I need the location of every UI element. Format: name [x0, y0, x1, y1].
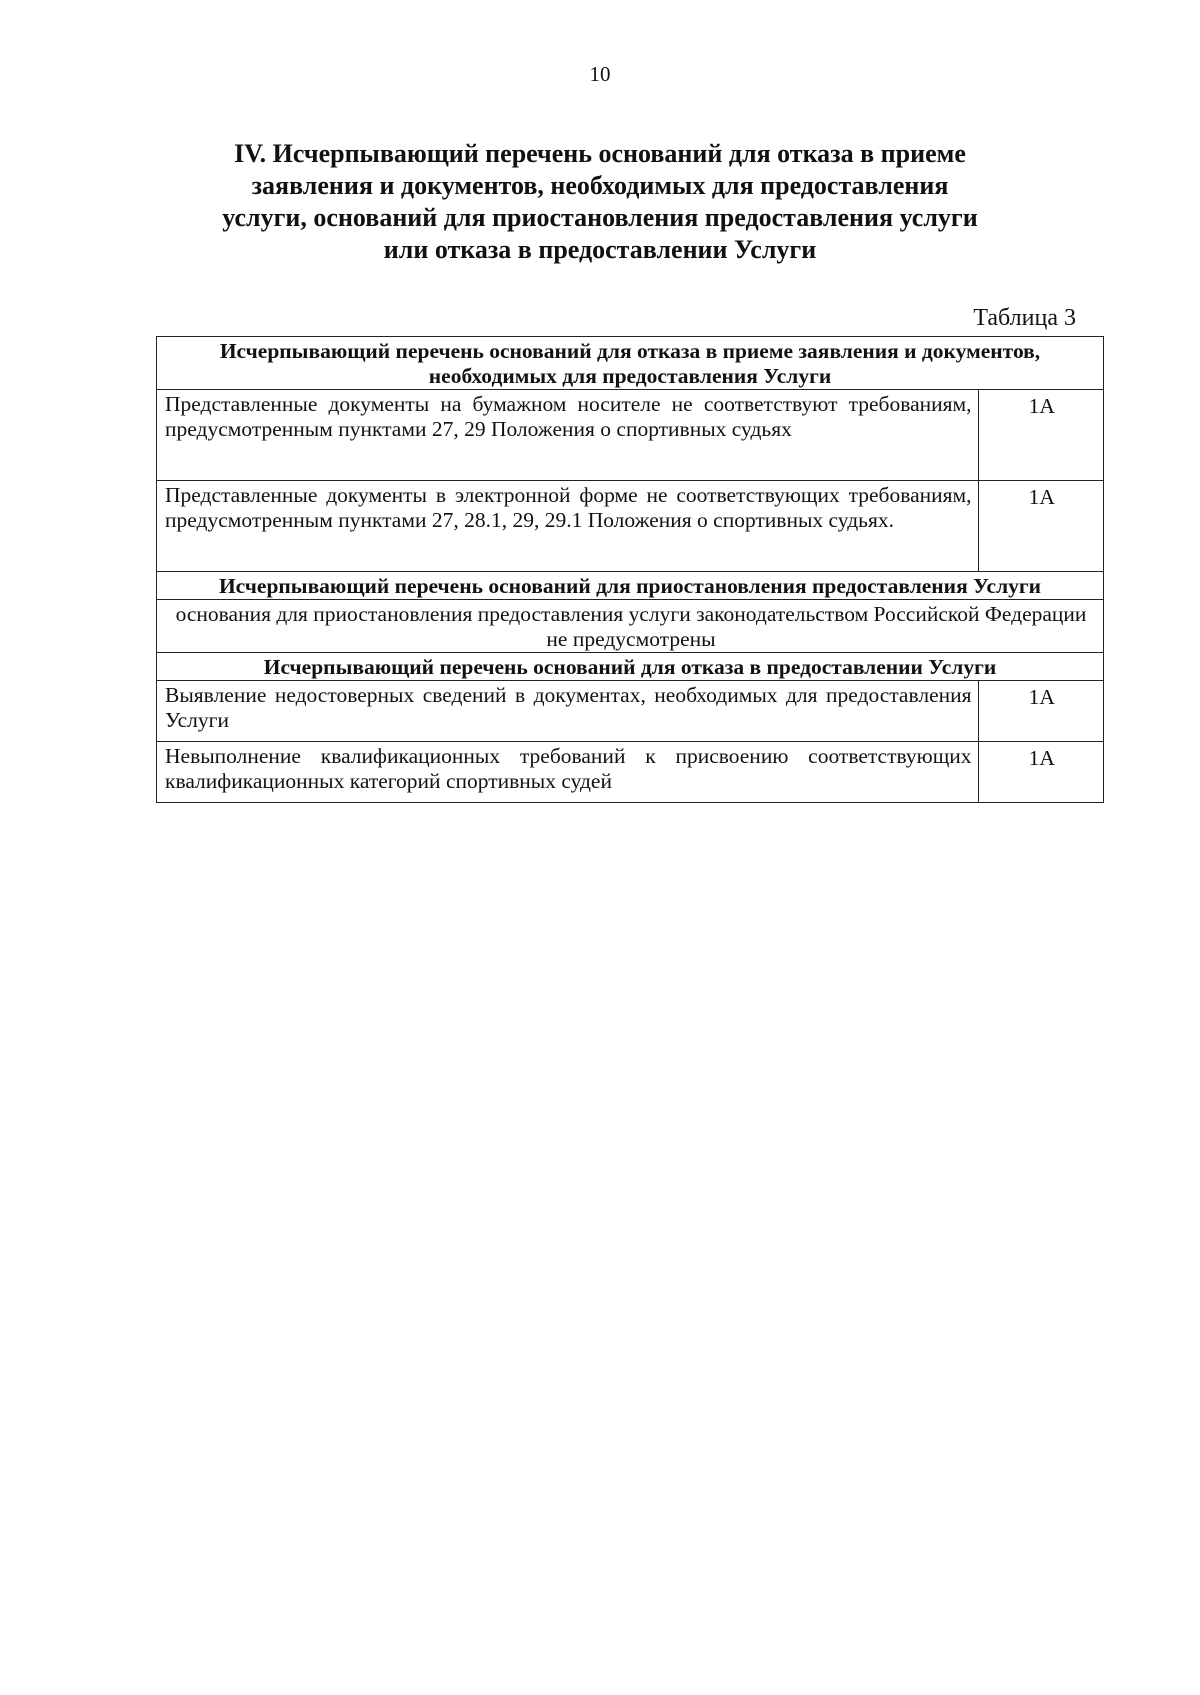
reason-text: Невыполнение квалификационных требований к присвоению соответствующих квалификационных категорий спортивных судей	[157, 742, 979, 803]
reason-code: 1А	[978, 481, 1103, 572]
table-row	[157, 742, 1104, 803]
reason-code: 1А	[978, 681, 1103, 742]
heading-line: IV. Исчерпывающий перечень оснований для отказа в приеме	[234, 139, 966, 168]
table-section-header-row	[157, 572, 1104, 600]
page-number: 10	[589, 62, 611, 86]
grounds-table	[156, 336, 1104, 803]
section-header-refusal-acceptance: Исчерпывающий перечень оснований для отказа в приеме заявления и документов, необходимых для предоставления Услуги	[157, 337, 1104, 390]
reason-text: Выявление недостоверных сведений в документах, необходимых для предоставления Услуги	[157, 681, 979, 742]
heading-line: услуги, оснований для приостановления предоставления услуги	[222, 203, 978, 232]
reason-text: Представленные документы в электронной форме не соответствующих требованиям, предусмотренным пунктами 27, 28.1, 29, 29.1 Положения о спортивных судьях.	[157, 481, 979, 572]
table-section-header-row	[157, 653, 1104, 681]
table-caption: Таблица 3	[973, 305, 1076, 331]
section-header-suspension: Исчерпывающий перечень оснований для приостановления предоставления Услуги	[157, 572, 1104, 600]
heading-line: заявления и документов, необходимых для предоставления	[251, 171, 949, 200]
suspension-text: основания для приостановления предоставления услуги законодательством Российской Федерации не предусмотрены	[157, 600, 1104, 653]
section-heading	[160, 138, 1040, 266]
reason-code: 1А	[978, 742, 1103, 803]
table-row	[157, 390, 1104, 481]
table-row	[157, 481, 1104, 572]
table-row	[157, 600, 1104, 653]
reason-code: 1А	[978, 390, 1103, 481]
section-header-refusal-service: Исчерпывающий перечень оснований для отказа в предоставлении Услуги	[157, 653, 1104, 681]
table-section-header-row	[157, 337, 1104, 390]
reason-text: Представленные документы на бумажном носителе не соответствуют требованиям, предусмотренным пунктами 27, 29 Положения о спортивных судьях	[157, 390, 979, 481]
table-row	[157, 681, 1104, 742]
heading-line: или отказа в предоставлении Услуги	[383, 235, 817, 264]
